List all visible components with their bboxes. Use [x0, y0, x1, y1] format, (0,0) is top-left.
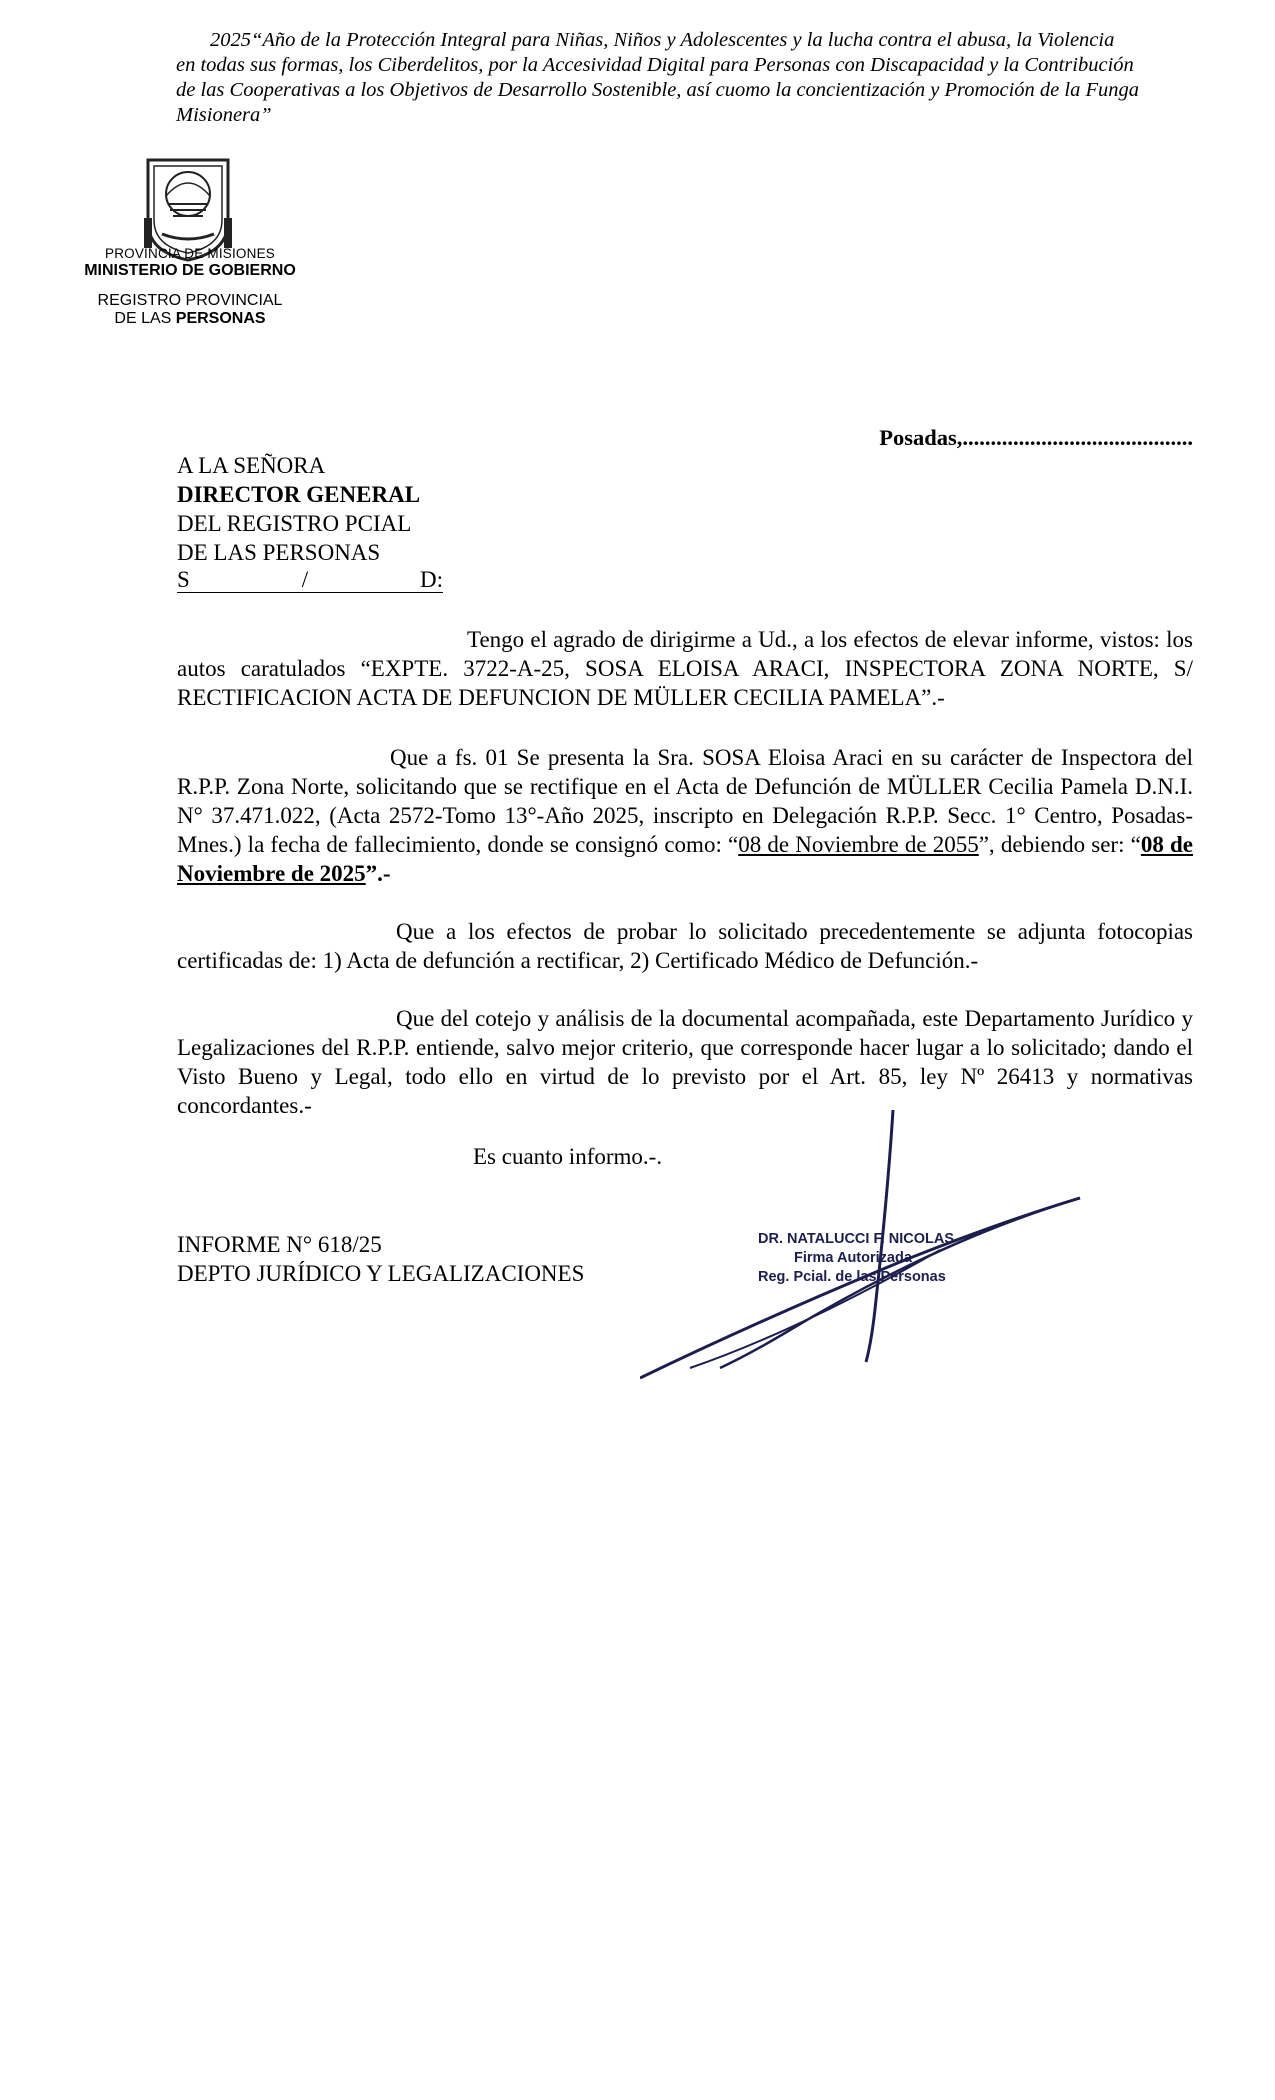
handwritten-signature	[640, 1100, 1140, 1390]
informe-dept: DEPTO JURÍDICO Y LEGALIZACIONES	[177, 1261, 585, 1286]
place-date: Posadas,.........................................	[879, 425, 1193, 450]
header-motto	[176, 28, 1176, 128]
org-province: PROVINCIA DE MISIONES	[105, 246, 275, 261]
stamp-office: Reg. Pcial. de las Personas	[758, 1269, 946, 1285]
org-registry-sub: DE LAS PERSONAS	[114, 310, 266, 327]
informe-block	[177, 1230, 584, 1288]
stamp-name: DR. NATALUCCI F. NICOLAS	[758, 1231, 955, 1247]
addressee	[177, 451, 443, 593]
addressee-line: DEL REGISTRO PCIAL	[177, 511, 412, 536]
informe-number: INFORME N° 618/25	[177, 1232, 382, 1257]
addressee-title: DIRECTOR GENERAL	[177, 482, 421, 507]
paragraph-1: Tengo el agrado de dirigirme a Ud., a los efectos de elevar informe, vistos: los autos caratulados “EXPTE. 3722-A-25, SOSA ELOISA ARACI, INSPECTORA ZONA NORTE, S/ RECTIFICACION ACTA DE DEFUNCION DE MÜLLER CECILIA PAMELA”.-	[177, 627, 1193, 710]
sd-line: S / D:	[177, 567, 443, 592]
org-ministry: MINISTERIO DE GOBIERNO	[84, 262, 296, 279]
paragraph-4: Que del cotejo y análisis de la documental acompañada, este Departamento Jurídico y Legalizaciones del R.P.P. entiende, salvo mejor criterio, que corresponde hacer lugar a lo solicitado; dando el Visto Bueno y Legal, todo ello en virtud de lo previsto por el Art. 85, ley Nº 26413 y normativas concordantes.-	[177, 1006, 1193, 1118]
addressee-line: DE LAS PERSONAS	[177, 540, 381, 565]
motto-line: en todas sus formas, los Ciberdelitos, por la Accesividad Digital para Personas con Discapacidad y la Contribución	[176, 54, 1134, 76]
addressee-line: A LA SEÑORA	[177, 453, 326, 478]
paragraph-3: Que a los efectos de probar lo solicitado precedentemente se adjunta fotocopias certificadas de: 1) Acta de defunción a rectificar, 2) Certificado Médico de Defunción.-	[177, 919, 1193, 973]
paragraph-2: Que a fs. 01 Se presenta la Sra. SOSA Eloisa Araci en su carácter de Inspectora del R.P.P. Zona Norte, solicitando que se rectifique en el Acta de Defunción de MÜLLER Cecilia Pamela D.N.I. N° 37.471.022, (Acta 2572-Tomo 13°-Año 2025, inscripto en Delegación R.P.P. Secc. 1° Centro, Posadas-Mnes.) la fecha de fallecimiento, donde se consignó como: “08 de Noviembre de 2055”, debiendo ser: “08 de Noviembre de 2025”.-	[177, 745, 1194, 886]
motto-line: de las Cooperativas a los Objetivos de Desarrollo Sostenible, así cuomo la concientización y Promoción de la Funga	[176, 79, 1139, 101]
org-block	[60, 246, 320, 328]
motto-line: 2025“Año de la Protección Integral para Niñas, Niños y Adolescentes y la lucha contra el abusa, la Violencia	[210, 29, 1115, 51]
closing-line: Es cuanto informo.-.	[473, 1144, 663, 1169]
stamp-role: Firma Autorizada	[794, 1250, 912, 1266]
motto-line: Misionera”	[176, 104, 272, 126]
org-registry: REGISTRO PROVINCIAL	[97, 292, 283, 309]
